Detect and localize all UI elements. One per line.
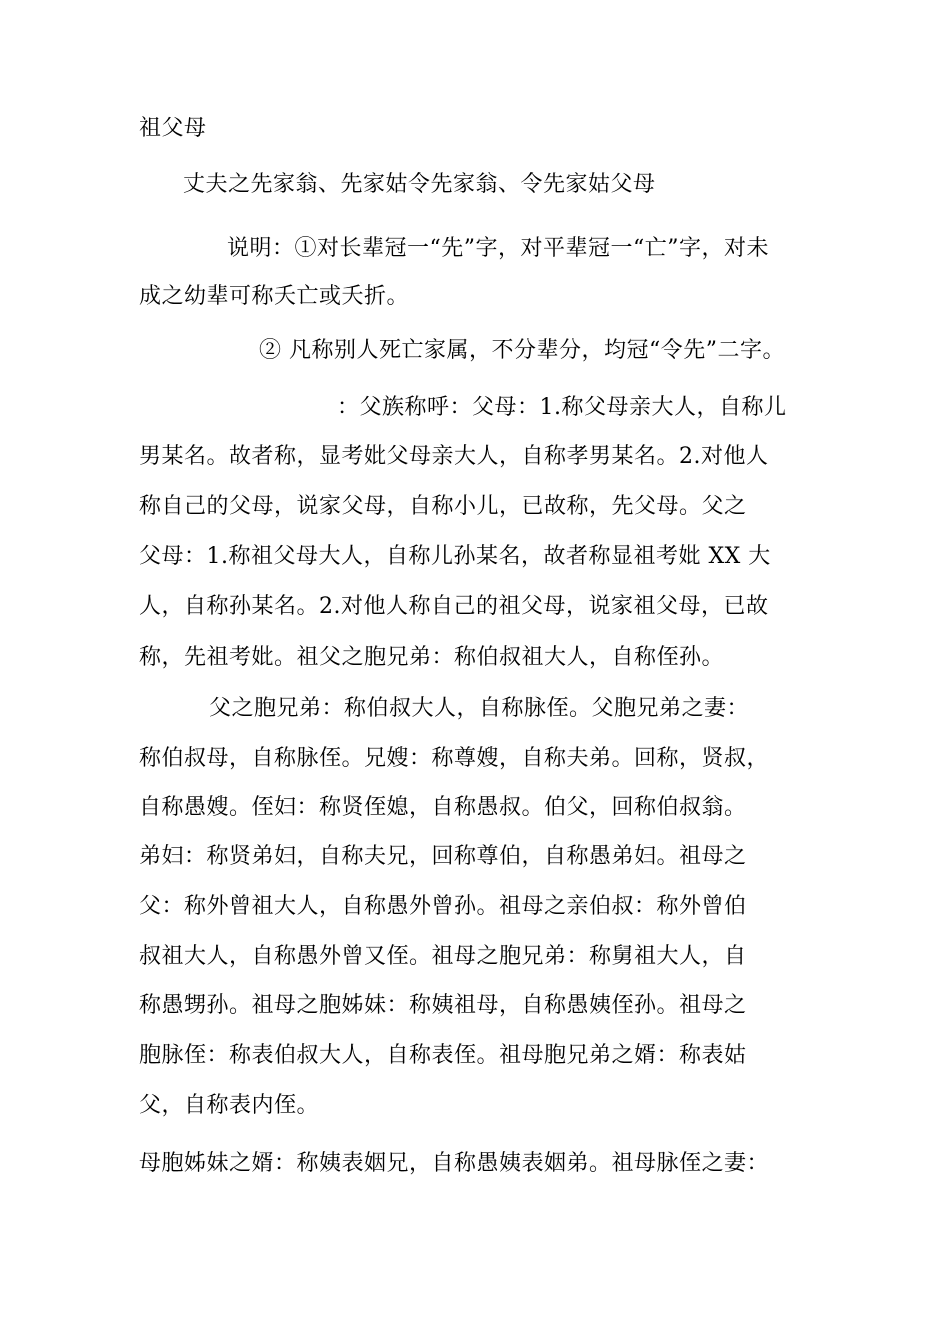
text-line: 父母：1.称祖父母大人，自称儿孙某名，故者称显祖考妣 XX 大 [139, 544, 771, 569]
text-line: 父，自称表内侄。 [139, 1093, 320, 1118]
text-line: 胞脉侄：称表伯叔大人，自称表侄。祖母胞兄弟之婿：称表姑 [139, 1043, 747, 1068]
text-line: 称，先祖考妣。祖父之胞兄弟：称伯叔祖大人，自称侄孙。 [139, 645, 725, 670]
text-line: ② 凡称别人死亡家属，不分辈分，均冠“令先”二字。 [259, 338, 785, 363]
text-line: 弟妇：称贤弟妇，自称夫兄，回称尊伯，自称愚弟妇。祖母之 [139, 844, 747, 869]
text-line: 人，自称孙某名。2.对他人称自己的祖父母，说家祖父母，已故 [139, 594, 769, 619]
text-line: 称自己的父母，说家父母，自称小儿，已故称，先父母。父之 [139, 494, 747, 519]
text-line: 丈夫之先家翁、先家姑令先家翁、令先家姑父母 [183, 172, 656, 197]
text-line: 说明：①对长辈冠一“先”字，对平辈冠一“亡”字，对未 [227, 236, 769, 261]
text-line: 成之幼辈可称夭亡或夭折。 [139, 284, 410, 309]
text-line: 称愚甥孙。祖母之胞姊妹：称姨祖母，自称愚姨侄孙。祖母之 [139, 993, 747, 1018]
text-line: 称伯叔母，自称脉侄。兄嫂：称尊嫂，自称夫弟。回称，贤叔， [139, 746, 770, 771]
text-line: ：父族称呼：父母：1.称父母亲大人，自称儿 [337, 395, 787, 420]
text-line: 自称愚嫂。侄妇：称贤侄媳，自称愚叔。伯父，回称伯叔翁。 [139, 795, 747, 820]
text-line: 男某名。故者称，显考妣父母亲大人，自称孝男某名。2.对他人 [139, 444, 769, 469]
heading-line: 祖父母 [139, 116, 207, 141]
text-line: 母胞姊妹之婿：称姨表姻兄，自称愚姨表姻弟。祖母脉侄之妻： [139, 1151, 770, 1176]
text-line: 父之胞兄弟：称伯叔大人，自称脉侄。父胞兄弟之妻： [209, 696, 750, 721]
text-line: 叔祖大人，自称愚外曾又侄。祖母之胞兄弟：称舅祖大人，自 [139, 944, 747, 969]
text-line: 父：称外曾祖大人，自称愚外曾孙。祖母之亲伯叔：称外曾伯 [139, 894, 747, 919]
